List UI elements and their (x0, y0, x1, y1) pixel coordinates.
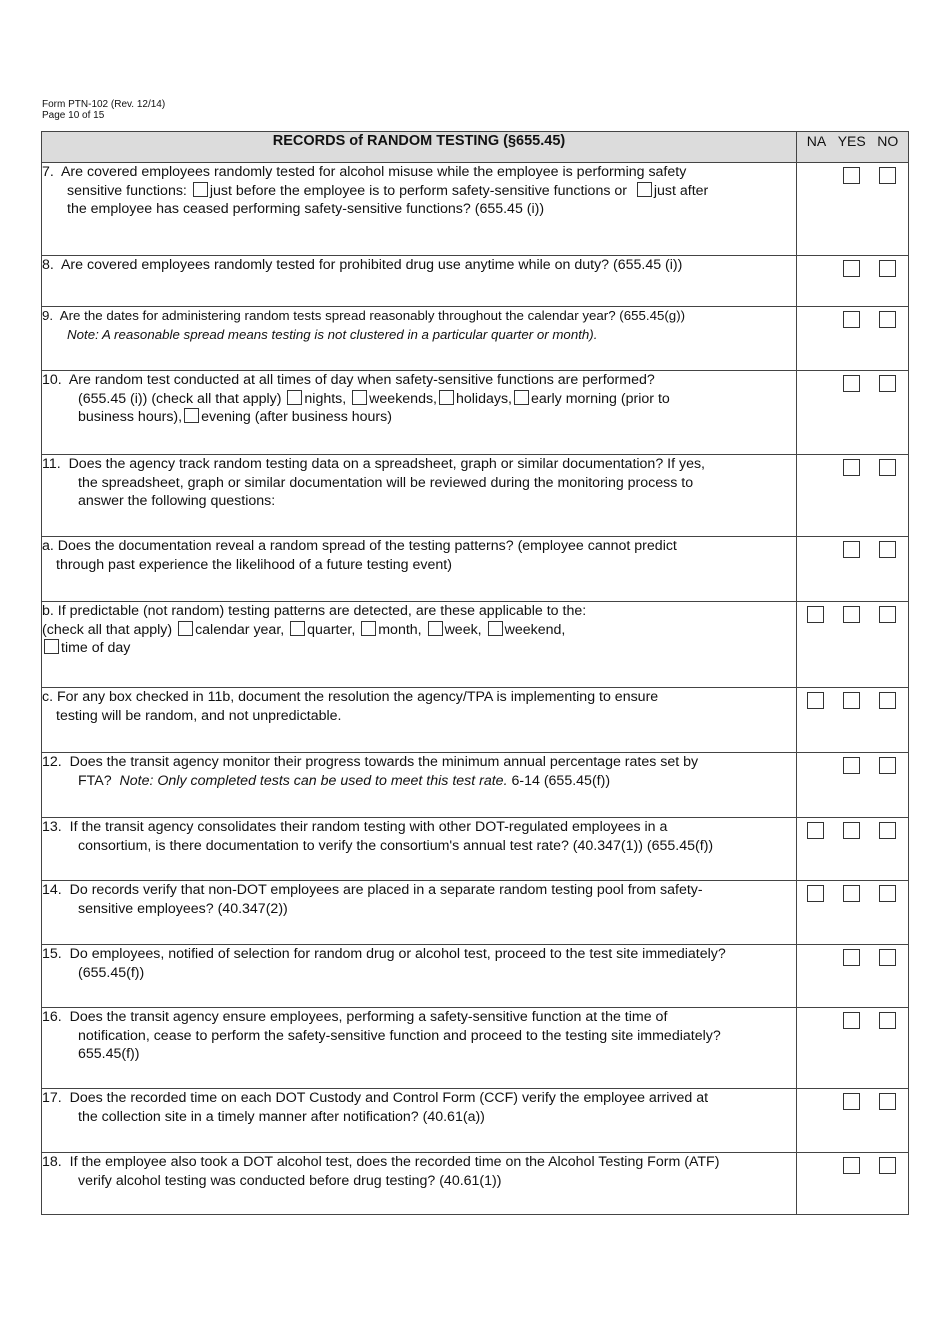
question-15-answers (797, 945, 909, 1008)
q11-no-checkbox[interactable] (879, 459, 896, 476)
q11b-no-checkbox[interactable] (879, 606, 896, 623)
q14-no-checkbox[interactable] (879, 885, 896, 902)
q7-just-before-checkbox[interactable] (193, 182, 208, 197)
q10-holidays-checkbox[interactable] (439, 390, 454, 405)
question-row-7 (42, 163, 909, 256)
q14-yes-checkbox[interactable] (843, 885, 860, 902)
question-row-14 (42, 881, 909, 945)
question-row-9 (42, 307, 909, 371)
q16-no-checkbox[interactable] (879, 1012, 896, 1029)
question-10-answers (797, 371, 909, 455)
q11b-calendar-year-checkbox[interactable] (178, 621, 193, 636)
q10-nights-checkbox[interactable] (287, 390, 302, 405)
q11c-no-checkbox[interactable] (879, 692, 896, 709)
question-7-text: 7. Are covered employees randomly tested for alcohol misuse while the employee is performing safety sensitive functions: just before the employee is to perform safety-sensitive functions or just after the employee has ceased performing safety-sensitive functions? (655.45 (i)) (42, 163, 797, 256)
q15-yes-checkbox[interactable] (843, 949, 860, 966)
page-number: Page 10 of 15 (42, 110, 105, 121)
question-11a-answers (797, 537, 909, 602)
q11a-yes-checkbox[interactable] (843, 541, 860, 558)
col-yes-label: YES (837, 133, 866, 149)
question-11-text: 11. Does the agency track random testing data on a spreadsheet, graph or similar documentation? If yes, the spreadsheet, graph or similar documentation will be reviewed during the monitoring process to answer the following questions: (42, 455, 797, 537)
question-11c-text: c. For any box checked in 11b, document the resolution the agency/TPA is implementing to ensure testing will be random, and not unpredictable. (42, 688, 797, 753)
q10-weekends-checkbox[interactable] (352, 390, 367, 405)
question-11a-text: a. Does the documentation reveal a random spread of the testing patterns? (employee cannot predict through past experience the likelihood of a future testing event) (42, 537, 797, 602)
q15-no-checkbox[interactable] (879, 949, 896, 966)
question-8-text: 8. Are covered employees randomly tested for prohibited drug use anytime while on duty? (655.45 (i)) (42, 256, 797, 307)
question-11c-answers (797, 688, 909, 753)
q11b-weekend-checkbox[interactable] (488, 621, 503, 636)
q12-no-checkbox[interactable] (879, 757, 896, 774)
q7-just-after-checkbox[interactable] (637, 182, 652, 197)
question-17-answers (797, 1089, 909, 1153)
form-header (42, 99, 165, 121)
table-header-row (42, 132, 909, 163)
random-testing-table (41, 131, 909, 1215)
q13-yes-checkbox[interactable] (843, 822, 860, 839)
q11c-na-checkbox[interactable] (807, 692, 824, 709)
q14-na-checkbox[interactable] (807, 885, 824, 902)
question-row-16 (42, 1008, 909, 1089)
q17-yes-checkbox[interactable] (843, 1093, 860, 1110)
question-7-answers (797, 163, 909, 256)
q11b-month-checkbox[interactable] (361, 621, 376, 636)
question-14-text: 14. Do records verify that non-DOT employees are placed in a separate random testing pool from safety- sensitive employees? (40.347(2)) (42, 881, 797, 945)
question-row-10 (42, 371, 909, 455)
question-row-13 (42, 818, 909, 881)
q18-yes-checkbox[interactable] (843, 1157, 860, 1174)
question-17-text: 17. Does the recorded time on each DOT Custody and Control Form (CCF) verify the employee arrived at the collection site in a timely manner after notification? (40.61(a)) (42, 1089, 797, 1153)
q10-yes-checkbox[interactable] (843, 375, 860, 392)
question-9-text: 9. Are the dates for administering random tests spread reasonably throughout the calendar year? (655.45(g)) Note: A reasonable spread means testing is not clustered in a particular quarter or month). (42, 307, 797, 371)
q11c-yes-checkbox[interactable] (843, 692, 860, 709)
q11b-quarter-checkbox[interactable] (290, 621, 305, 636)
q9-yes-checkbox[interactable] (843, 311, 860, 328)
q10-no-checkbox[interactable] (879, 375, 896, 392)
question-row-15 (42, 945, 909, 1008)
question-16-text: 16. Does the transit agency ensure employees, performing a safety-sensitive function at the time of notification, cease to perform the safety-sensitive function and proceed to the testing site immediately? 655.45(f)) (42, 1008, 797, 1089)
q11a-no-checkbox[interactable] (879, 541, 896, 558)
question-13-answers (797, 818, 909, 881)
question-18-text: 18. If the employee also took a DOT alcohol test, does the recorded time on the Alcohol Testing Form (ATF) verify alcohol testing was conducted before drug testing? (40.61(1)) (42, 1153, 797, 1215)
q11b-time-of-day-checkbox[interactable] (44, 639, 59, 654)
question-13-text: 13. If the transit agency consolidates their random testing with other DOT-regulated employees in a consortium, is there documentation to verify the consortium's annual test rate? (40.347(1)) (655.45(f)) (42, 818, 797, 881)
question-12-text: 12. Does the transit agency monitor their progress towards the minimum annual percentage rates set by FTA? Note: Only completed tests can be used to meet this test rate. 6-14 (655.45(f)) (42, 753, 797, 818)
q8-yes-checkbox[interactable] (843, 260, 860, 277)
q11b-week-checkbox[interactable] (428, 621, 443, 636)
question-row-11a (42, 537, 909, 602)
question-row-18 (42, 1153, 909, 1215)
question-14-answers (797, 881, 909, 945)
q13-na-checkbox[interactable] (807, 822, 824, 839)
question-row-11 (42, 455, 909, 537)
question-8-answers (797, 256, 909, 307)
column-headers (797, 132, 909, 163)
question-row-12 (42, 753, 909, 818)
question-15-text: 15. Do employees, notified of selection for random drug or alcohol test, proceed to the test site immediately? (655.45(f)) (42, 945, 797, 1008)
q16-yes-checkbox[interactable] (843, 1012, 860, 1029)
q17-no-checkbox[interactable] (879, 1093, 896, 1110)
q9-no-checkbox[interactable] (879, 311, 896, 328)
question-11-answers (797, 455, 909, 537)
q11b-na-checkbox[interactable] (807, 606, 824, 623)
question-9-answers (797, 307, 909, 371)
q13-no-checkbox[interactable] (879, 822, 896, 839)
q10-early-morning-checkbox[interactable] (514, 390, 529, 405)
question-18-answers (797, 1153, 909, 1215)
col-no-label: NO (877, 133, 899, 149)
question-row-11b (42, 602, 909, 688)
q8-no-checkbox[interactable] (879, 260, 896, 277)
question-row-8 (42, 256, 909, 307)
q10-evening-checkbox[interactable] (184, 408, 199, 423)
question-12-answers (797, 753, 909, 818)
question-10-text: 10. Are random test conducted at all times of day when safety-sensitive functions are performed? (655.45 (i)) (check all that apply) nights, weekends, holidays, early morning (prior to business hours), evening (after business hours) (42, 371, 797, 455)
question-row-17 (42, 1089, 909, 1153)
q18-no-checkbox[interactable] (879, 1157, 896, 1174)
question-16-answers (797, 1008, 909, 1089)
col-na-label: NA (806, 133, 827, 149)
q11b-yes-checkbox[interactable] (843, 606, 860, 623)
q12-yes-checkbox[interactable] (843, 757, 860, 774)
question-11b-text: b. If predictable (not random) testing patterns are detected, are these applicable to the: (check all that apply) calendar year, quarter, month, week, weekend, time of day (42, 602, 797, 688)
form-id: Form PTN-102 (Rev. 12/14) (42, 99, 166, 110)
q7-no-checkbox[interactable] (879, 167, 896, 184)
question-11b-answers (797, 602, 909, 688)
q11-yes-checkbox[interactable] (843, 459, 860, 476)
q7-yes-checkbox[interactable] (843, 167, 860, 184)
table-title: RECORDS of RANDOM TESTING (§655.45) (42, 132, 797, 163)
question-row-11c (42, 688, 909, 753)
